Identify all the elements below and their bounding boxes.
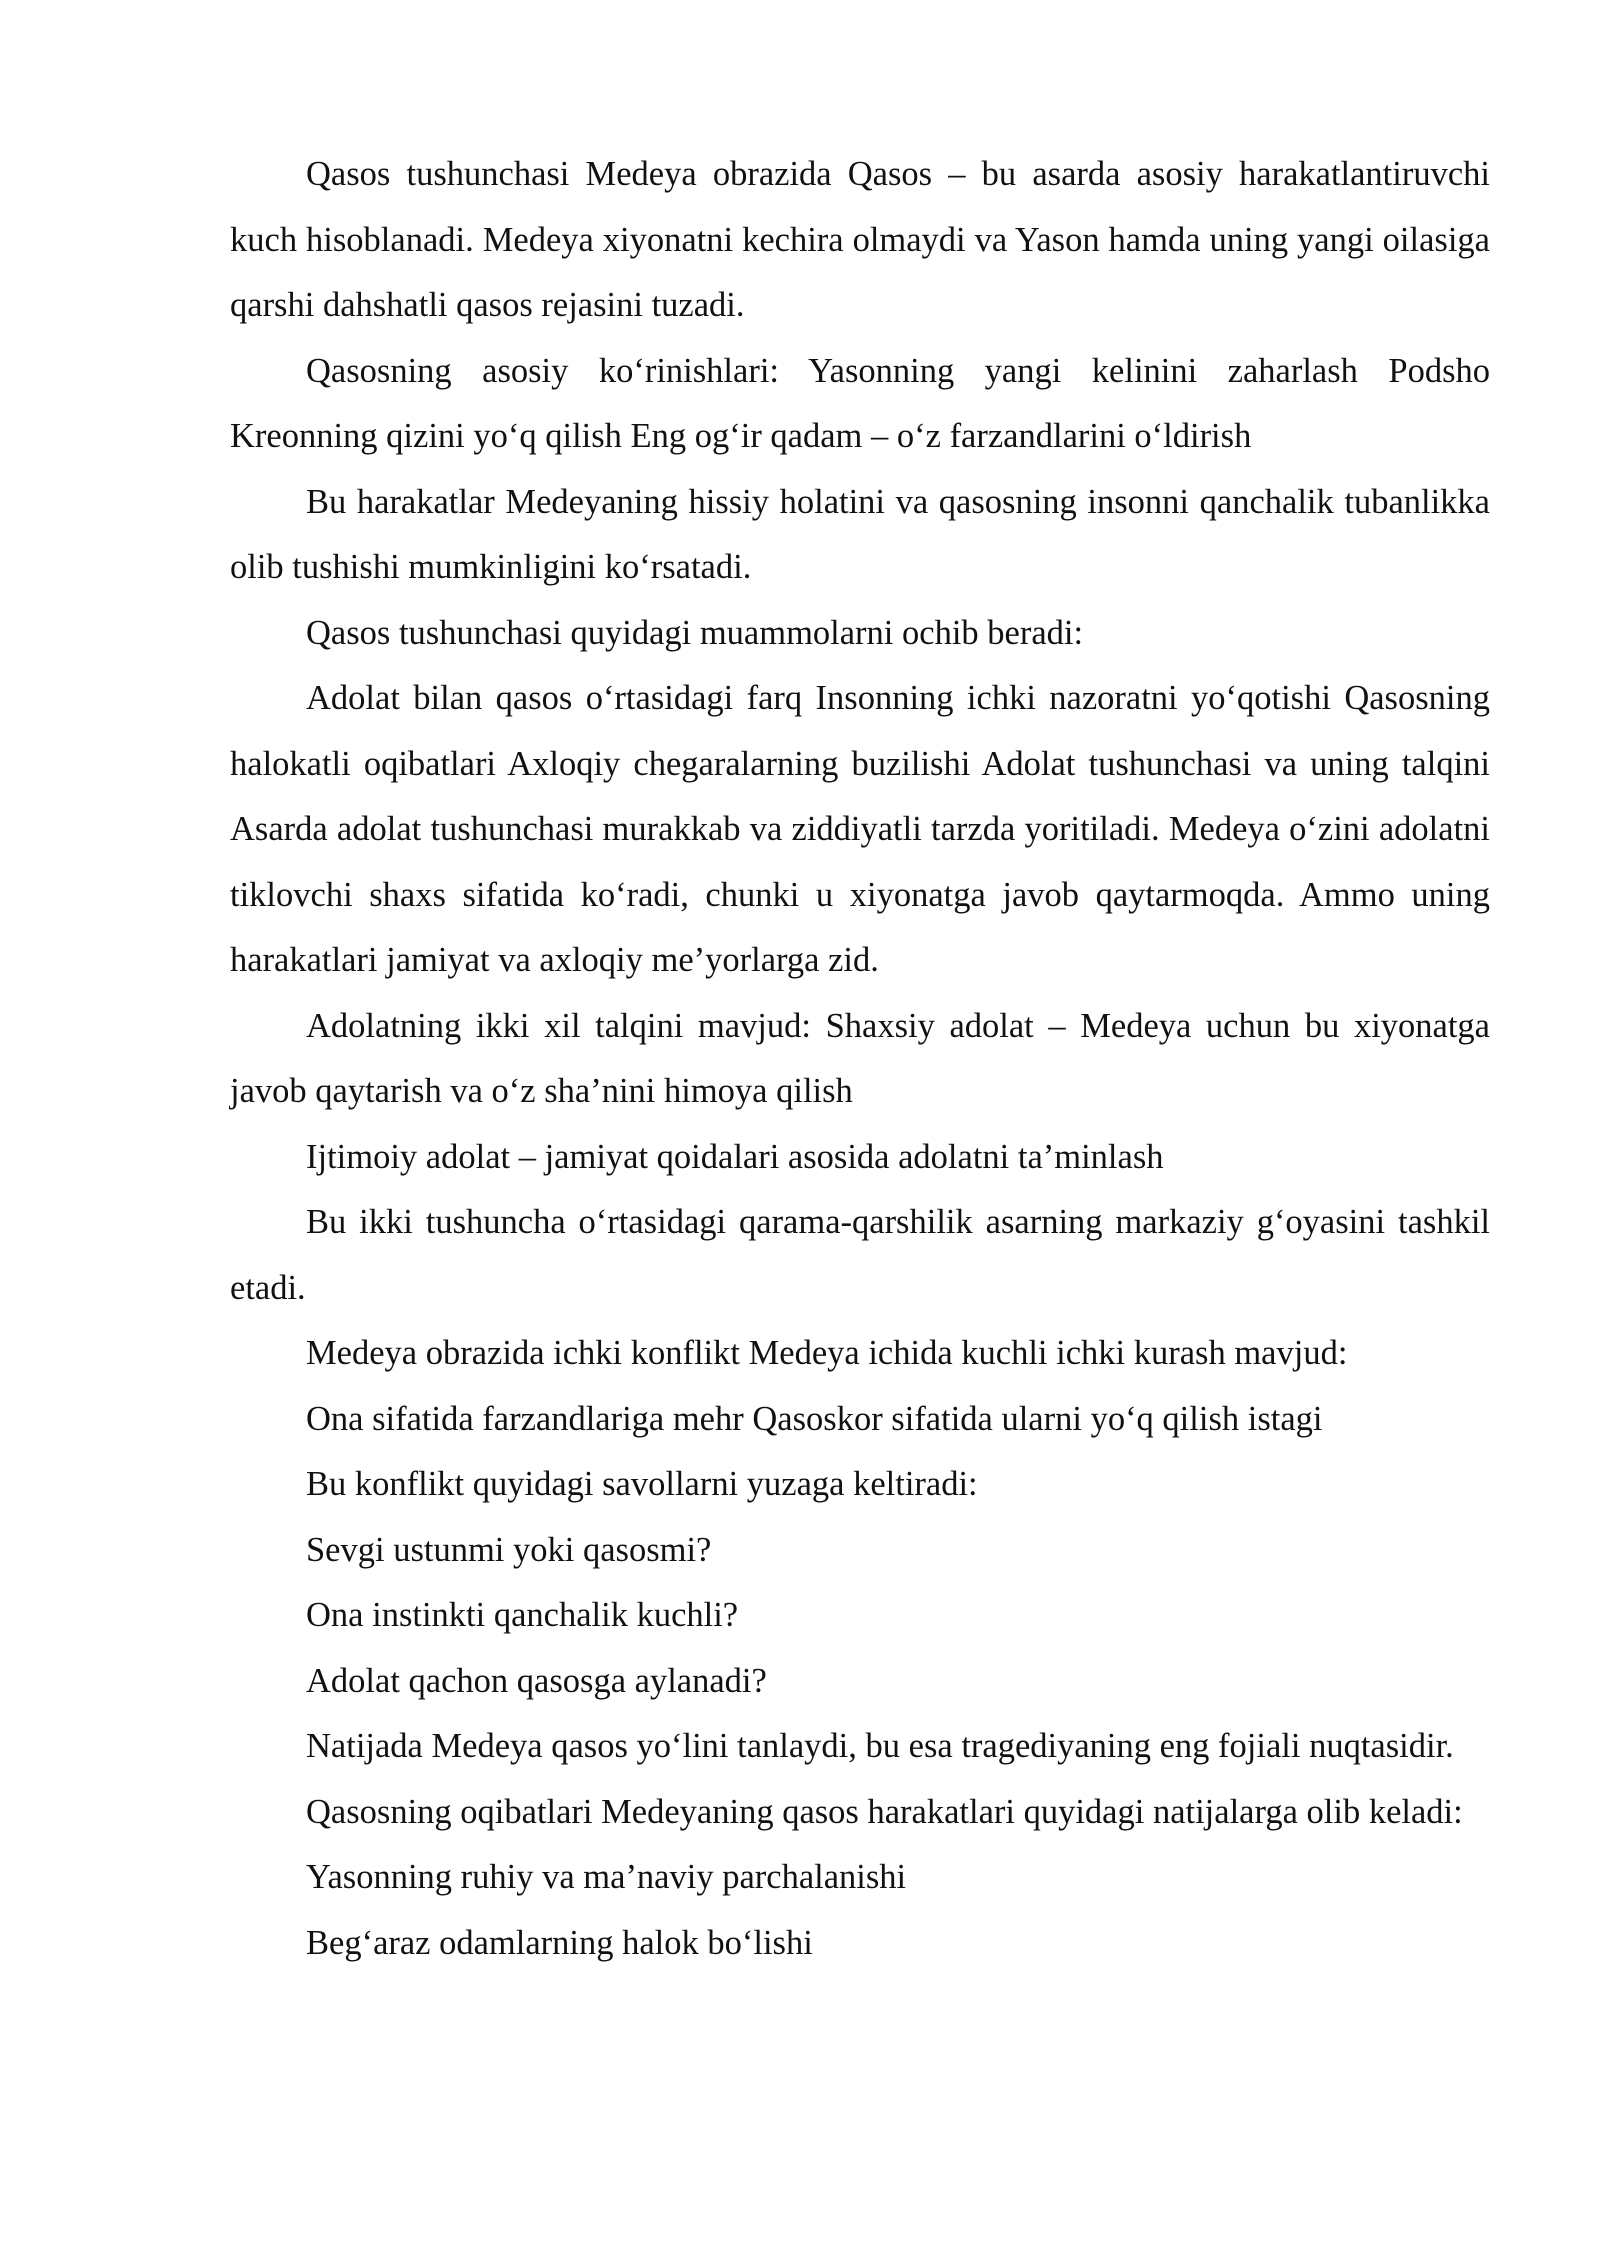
paragraph-central-idea: Bu ikki tushuncha o‘rtasidagi qarama-qarshilik asarning markaziy g‘oyasini tashkil etadi.: [230, 1203, 1490, 1307]
paragraph-social-justice: Ijtimoiy adolat – jamiyat qoidalari asosida adolatni ta’minlash: [306, 1137, 1164, 1176]
consequence-innocents-perish: Beg‘araz odamlarning halok bo‘lishi: [306, 1923, 813, 1962]
paragraph-consequences-intro: Qasosning oqibatlari Medeyaning qasos harakatlari quyidagi natijalarga olib keladi:: [306, 1792, 1463, 1831]
paragraph-questions-intro: Bu konflikt quyidagi savollarni yuzaga keltiradi:: [306, 1465, 978, 1503]
question-justice-becomes-revenge: Adolat qachon qasosga aylanadi?: [306, 1661, 767, 1700]
paragraph-result: Natijada Medeya qasos yo‘lini tanlaydi, bu esa tragediyaning eng fojiali nuqtasidir.: [306, 1727, 1454, 1765]
paragraph-mother-vs-avenger: Ona sifatida farzandlariga mehr Qasoskor sifatida ularni yo‘q qilish istagi: [306, 1399, 1323, 1438]
paragraph-two-interpretations: Adolatning ikki xil talqini mavjud: Shaxsiy adolat – Medeya uchun bu xiyonatga javob qaytarish va o‘z sha’nini himoya qilish: [230, 1006, 1490, 1110]
question-love-or-revenge: Sevgi ustunmi yoki qasosmi?: [306, 1530, 712, 1569]
paragraph-inner-conflict: Medeya obrazida ichki konflikt Medeya ichida kuchli ichki kurash mavjud:: [306, 1334, 1348, 1372]
question-mother-instinct: Ona instinkti qanchalik kuchli?: [306, 1596, 739, 1634]
paragraph-revenge-concept: Qasos tushunchasi Medeya obrazida Qasos – bu asarda asosiy harakatlantiruvchi kuch hisoblanadi. Medeya xiyonatni kechira olmaydi va Yason hamda uning yangi oilasiga qarshi dahshatli qasos rejasini tuzadi.: [230, 155, 1490, 324]
paragraph-problems-intro: Qasos tushunchasi quyidagi muammolarni ochib beradi:: [306, 613, 1084, 652]
consequence-jason-collapse: Yasonning ruhiy va ma’naviy parchalanishi: [306, 1858, 907, 1896]
paragraph-justice-vs-revenge: Adolat bilan qasos o‘rtasidagi farq Insonning ichki nazoratni yo‘qotishi Qasosning halokatli oqibatlari Axloqiy chegaralarning buzilishi Adolat tushunchasi va uning talqini Asarda adolat tushunchasi murakkab va ziddiyatli tarzda yoritiladi. Medeya o‘zini adolatni tiklovchi shaxs sifatida ko‘radi, chunki u xiyonatga javob qaytarmoqda. Ammo uning harakatlari jamiyat va axloqiy me’yorlarga zid.: [230, 679, 1490, 979]
document-page: [230, 142, 1490, 1976]
paragraph-actions-show: Bu harakatlar Medeyaning hissiy holatini va qasosning insonni qanchalik tubanlikka olib tushishi mumkinligini ko‘rsatadi.: [230, 482, 1490, 586]
paragraph-revenge-forms: Qasosning asosiy ko‘rinishlari: Yasonning yangi kelinini zaharlash Podsho Kreonning qizini yo‘q qilish Eng og‘ir qadam – o‘z farzandlarini o‘ldirish: [230, 351, 1490, 455]
